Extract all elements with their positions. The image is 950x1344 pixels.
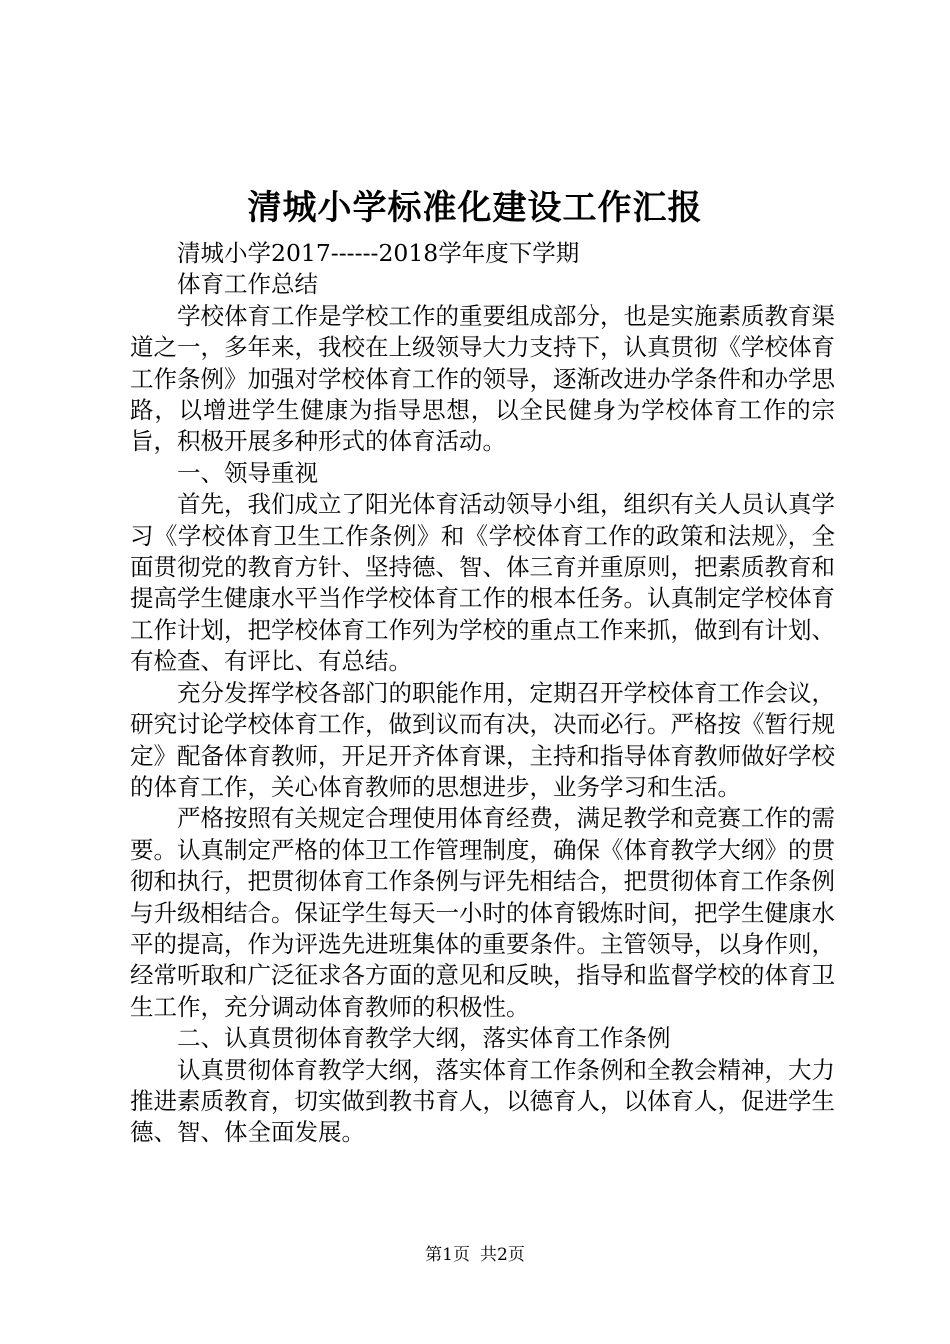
paragraph-curriculum: 认真贯彻体育教学大纲，落实体育工作条例和全教会精神，大力推进素质教育，切实做到教书育人，以德育人，以体育人，促进学生德、智、体全面发展。 — [130, 1055, 835, 1147]
paragraph-departments: 充分发挥学校各部门的职能作用，定期召开学校体育工作会议，研究讨论学校体育工作，做到议而有决，决而必行。严格按《暂行规定》配备体育教师，开足开齐体育课，主持和指导体育教师做好学校的体育工作，关心体育教师的思想进步，业务学习和生活。 — [130, 678, 835, 801]
paragraph-leadership: 首先，我们成立了阳光体育活动领导小组，组织有关人员认真学习《学校体育卫生工作条例》和《学校体育工作的政策和法规》，全面贯彻党的教育方针、坚持德、智、体三育并重原则，把素质教育和提高学生健康水平当作学校体育工作的根本任务。认真制定学校体育工作计划，把学校体育工作列为学校的重点工作来抓，做到有计划、有检查、有评比、有总结。 — [130, 490, 835, 676]
section-heading-1: 一、领导重视 — [177, 458, 318, 487]
document-title: 清城小学标准化建设工作汇报 — [247, 188, 703, 228]
paragraph-funding: 严格按照有关规定合理使用体育经费，满足教学和竞赛工作的需要。认真制定严格的体卫工作管理制度，确保《体育教学大纲》的贯彻和执行，把贯彻体育工作条例与评先相结合，把贯彻体育工作条例与升级相结合。保证学生每天一小时的体育锻炼时间，把学生健康水平的提高，作为评选先进班集体的重要条件。主管领导，以身作则，经常听取和广泛征求各方面的意见和反映，指导和监督学校的体育卫生工作，充分调动体育教师的积极性。 — [130, 804, 835, 1021]
subtitle-summary: 体育工作总结 — [177, 270, 318, 299]
document-body — [130, 238, 835, 1149]
page-number: 第1页 — [425, 1245, 470, 1265]
total-pages: 共2页 — [480, 1245, 525, 1265]
subtitle-line: 清城小学2017------2018学年度下学期 — [177, 239, 580, 267]
paragraph-intro: 学校体育工作是学校工作的重要组成部分，也是实施素质教育渠道之一，多年来，我校在上级领导大力支持下，认真贯彻《学校体育工作条例》加强对学校体育工作的领导，逐渐改进办学条件和办学思路，以增进学生健康为指导思想，以全民健身为学校体育工作的宗旨，积极开展多种形式的体育活动。 — [130, 301, 835, 456]
page-footer — [0, 1243, 950, 1267]
section-heading-2: 二、认真贯彻体育教学大纲，落实体育工作条例 — [177, 1024, 671, 1053]
